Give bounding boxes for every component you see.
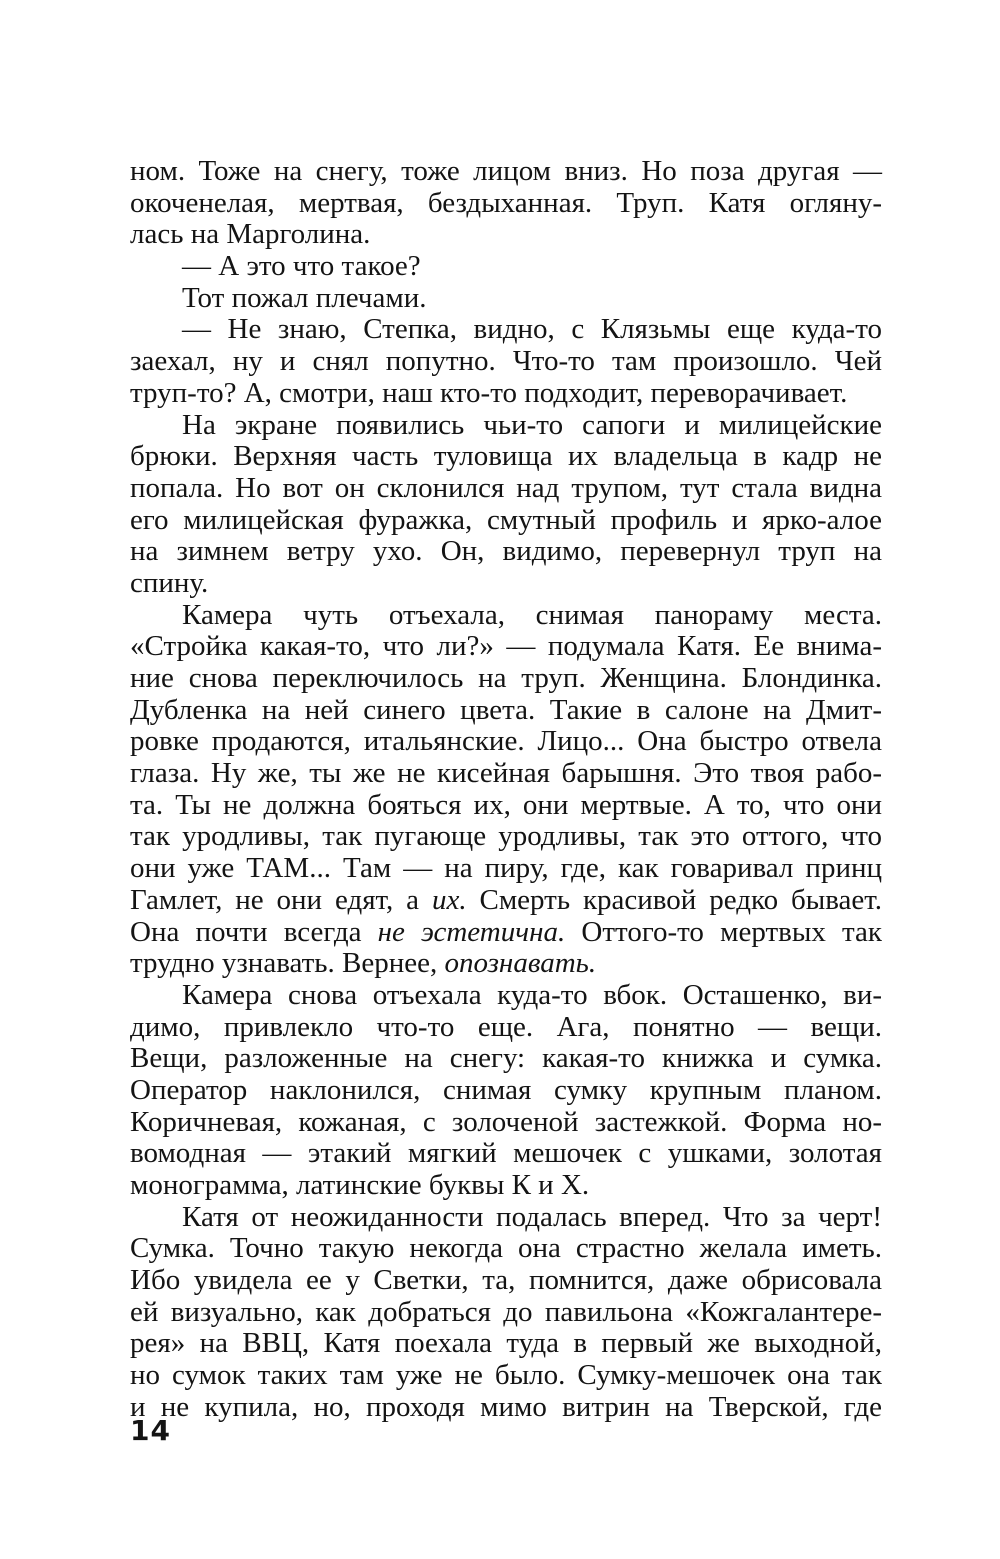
text-line: так уродливы, так пугающе уродливы, так это оттого, что — [130, 820, 882, 853]
text-segment: Смерть красивой редко бывает. — [466, 883, 882, 916]
text-line: брюки. Верхняя часть туловища их владельца в кадр не — [130, 440, 882, 473]
text-line: — Не знаю, Степка, видно, с Клязьмы еще куда-то — [182, 313, 882, 346]
text-line: ровке продаются, итальянские. Лицо... Она быстро отвела — [130, 725, 882, 758]
text-line: Катя от неожиданности подалась вперед. Что за черт! — [182, 1200, 882, 1233]
text-line: та. Ты не должна бояться их, они мертвые. А то, что они — [130, 788, 882, 821]
text-segment: Оттого-то мертвых так — [565, 915, 882, 948]
text-line: рея» на ВВЦ, Катя поехала туда в первый же выходной, — [130, 1327, 882, 1360]
book-page-text — [130, 156, 882, 1424]
text-line: спину. — [130, 566, 209, 599]
text-line: Сумка. Точно такую некогда она страстно желала иметь. — [130, 1232, 882, 1265]
text-segment: трудно узнавать. Вернее, — [130, 947, 445, 980]
text-segment: Она почти всегда — [130, 915, 378, 948]
text-line: окоченелая, мертвая, бездыханная. Труп. Катя огляну- — [130, 186, 882, 219]
text-line: но сумок таких там уже не было. Сумку-мешочек она так — [130, 1359, 882, 1392]
text-line: глаза. Ну же, ты же не кисейная барышня. Это твоя рабо- — [130, 757, 882, 790]
text-line: Тот пожал плечами. — [182, 281, 427, 314]
text-line — [130, 917, 882, 949]
text-line: ние снова переключилось на труп. Женщина. Блондинка. — [130, 662, 882, 694]
text-line — [130, 885, 882, 917]
text-line: лась на Марголина. — [130, 218, 371, 251]
text-line: на зимнем ветру ухо. Он, видимо, перевернул труп на — [130, 535, 882, 568]
text-line — [130, 948, 882, 980]
text-line: заехал, ну и снял попутно. Что-то там произошло. Чей — [130, 345, 882, 378]
text-line: Дубленка на ней синего цвета. Такие в салоне на Дмит- — [130, 693, 882, 726]
text-line: монограмма, латинские буквы К и Х. — [130, 1169, 590, 1201]
text-line: Оператор наклонился, снимая сумку крупным планом. — [130, 1073, 882, 1106]
text-line: Камера чуть отъехала, снимая панораму места. — [182, 598, 882, 631]
text-line: «Стройка какая-то, что ли?» — подумала Катя. Ее внима- — [130, 630, 882, 663]
text-line: они уже ТАМ... Там — на пиру, где, как говаривал принц — [130, 852, 882, 885]
text-line: труп-то? А, смотри, наш кто-то подходит, переворачивает. — [130, 376, 848, 409]
italic-text: не эстетична. — [377, 915, 566, 948]
text-line: его милицейская фуражка, смутный профиль и ярко-алое — [130, 503, 882, 536]
text-segment: Гамлет, не они едят, а — [130, 883, 432, 916]
text-line: вомодная — этакий мягкий мешочек с ушками, золотая — [130, 1137, 882, 1170]
italic-text: опознавать. — [444, 947, 597, 980]
text-line: Коричневая, кожаная, с золоченой застежкой. Форма но- — [130, 1105, 882, 1138]
text-line: Ибо увидела ее у Светки, та, помнится, даже обрисовала — [130, 1264, 882, 1297]
text-line: — А это что такое? — [182, 250, 421, 283]
text-line: Вещи, разложенные на снегу: какая-то книжка и сумка. — [130, 1042, 882, 1075]
text-line: ном. Тоже на снегу, тоже лицом вниз. Но поза другая — — [130, 155, 882, 187]
text-line: ей визуально, как добраться до павильона «Кожгалантере- — [130, 1295, 882, 1328]
text-line: димо, привлекло что-то еще. Ага, понятно — вещи. — [130, 1010, 882, 1043]
page-number: 14 — [130, 1414, 171, 1447]
text-line: попала. Но вот он склонился над трупом, тут стала видна — [130, 471, 882, 504]
italic-text: их. — [431, 883, 467, 916]
text-line: и не купила, но, проходя мимо витрин на Тверской, где — [130, 1390, 882, 1423]
text-line: На экране появились чьи-то сапоги и милицейские — [182, 408, 882, 441]
text-line: Камера снова отъехала куда-то вбок. Осташенко, ви- — [182, 978, 882, 1011]
